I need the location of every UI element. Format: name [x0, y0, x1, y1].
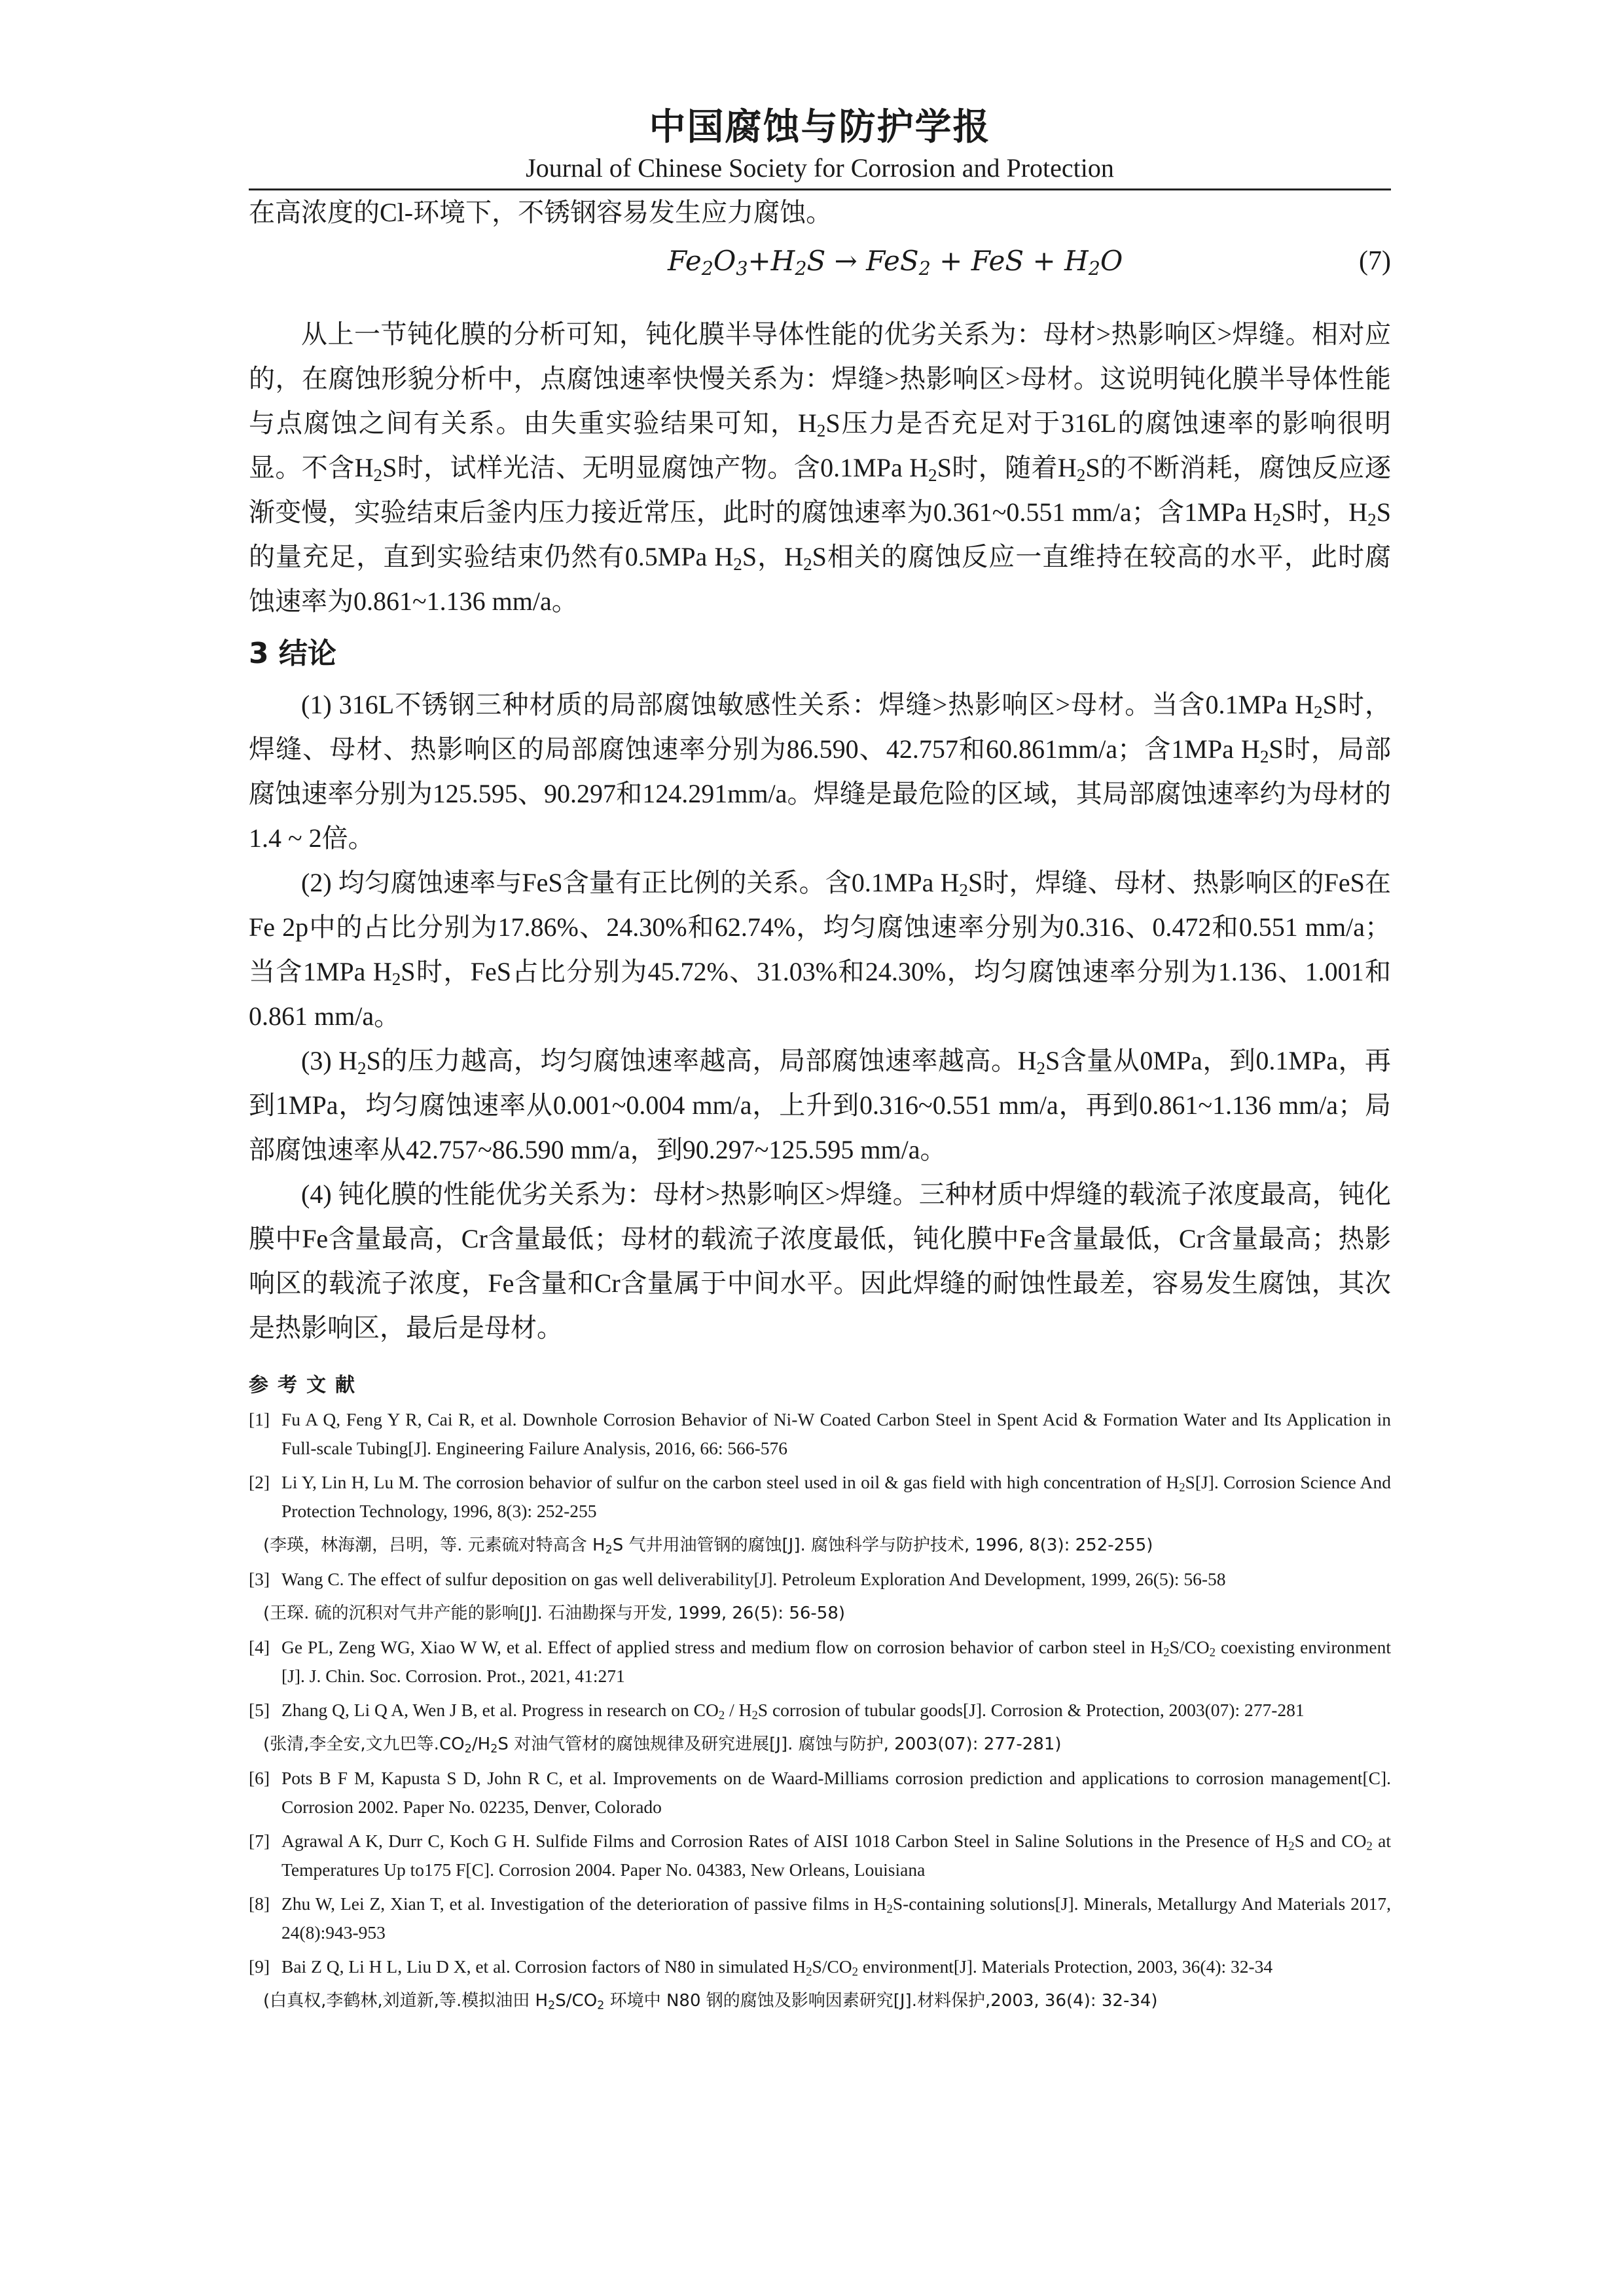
- equation-body: $Fe_2O_3+H_2S \to FeS_2$ + FeS + $H_2O$: [668, 245, 1123, 280]
- equation-number: (7): [1359, 246, 1391, 276]
- reference-item: [6] Pots B F M, Kapusta S D, John R C, et al. Improvements on de Waard-Milliams corrosion prediction and applications to corrosion management[C]. Corrosion 2002. Paper No. 02235, Denver, Colorado: [249, 1768, 1391, 1817]
- intro-line: 在高浓度的Cl-环境下，不锈钢容易发生应力腐蚀。: [249, 198, 833, 227]
- reference-item: [1] Fu A Q, Feng Y R, Cai R, et al. Downhole Corrosion Behavior of Ni-W Coated Carbon Steel in Spent Acid & Formation Water and Its Application in Full-scale Tubing[J]. Engineering Failure Analysis, 2016, 66: 566-576: [249, 1409, 1391, 1458]
- conclusion-1: (1) 316L不锈钢三种材质的局部腐蚀敏感性关系：焊缝>热影响区>母材。当含0.1MPa $H_2S$时，焊缝、母材、热影响区的局部腐蚀速率分别为86.590、42.757和60.861mm/a；含1MPa $H_2S$时，局部腐蚀速率分别为125.595、90.297和124.291mm/a。焊缝是最危险的区域，其局部腐蚀速率约为母材的1.4 ~ 2倍。: [249, 690, 1392, 853]
- page: [249, 105, 1391, 2020]
- reference-item: [8] Zhu W, Lei Z, Xian T, et al. Investigation of the deterioration of passive films in $H_2S$-containing solutions[J]. Minerals, Metallurgy And Materials 2017, 24(8):943-953: [249, 1893, 1391, 1943]
- reference-item: [9] Bai Z Q, Li H L, Liu D X, et al. Corrosion factors of N80 in simulated $H_2S/CO_2$ environment[J]. Materials Protection, 2003, 36(4): 32-34: [249, 1956, 1273, 1979]
- paragraph-passive-film: 从上一节钝化膜的分析可知，钝化膜半导体性能的优劣关系为：母材>热影响区>焊缝。相对应的，在腐蚀形貌分析中，点腐蚀速率快慢关系为：焊缝>热影响区>母材。这说明钝化膜半导体性能与点腐蚀之间有关系。由失重实验结果可知，$H_2S$压力是否充足对于316L的腐蚀速率的影响很明显。不含$H_2S$时，试样光洁、无明显腐蚀产物。含0.1MPa $H_2S$时，随着$H_2S$的不断消耗，腐蚀反应逐渐变慢，实验结束后釜内压力接近常压，此时的腐蚀速率为0.361~0.551 mm/a；含1MPa $H_2S$时，$H_2S$的量充足，直到实验结束仍然有0.5MPa $H_2S$，$H_2S$相关的腐蚀反应一直维持在较高的水平，此时腐蚀速率为0.861~1.136 mm/a。: [249, 319, 1392, 616]
- section-heading-conclusions: 3 结论: [249, 637, 336, 670]
- journal-title-cn: 中国腐蚀与防护学报: [649, 106, 991, 149]
- reference-item: [3] Wang C. The effect of sulfur deposition on gas well deliverability[J]. Petroleum Exploration And Development, 1999, 26(5): 56-58: [249, 1569, 1226, 1589]
- reference-item: [2] Li Y, Lin H, Lu M. The corrosion behavior of sulfur on the carbon steel used in oil & gas field with high concentration of $H_2S[J]$. Corrosion Science And Protection Technology, 1996, 8(3): 252-255: [249, 1472, 1391, 1521]
- reference-translation: (李瑛，林海潮，吕明，等. 元素硫对特高含 $H_2S$ 气井用油管钢的腐蚀[J]. 腐蚀科学与防护技术, 1996, 8(3): 252-255): [263, 1535, 1153, 1557]
- conclusion-2: (2) 均匀腐蚀速率与FeS含量有正比例的关系。含0.1MPa $H_2S$时，焊缝、母材、热影响区的FeS在Fe 2p中的占比分别为17.86%、24.30%和62.74%，均匀腐蚀速率分别为0.316、0.472和0.551 mm/a；当含1MPa $H_2S$时，FeS占比分别为45.72%、31.03%和24.30%，均匀腐蚀速率分别为1.136、1.001和0.861 mm/a。: [249, 868, 1391, 1031]
- conclusion-3: (3) $H_2S$的压力越高，均匀腐蚀速率越高，局部腐蚀速率越高。$H_2S$含量从0MPa，到0.1MPa，再到1MPa，均匀腐蚀速率从0.001~0.004 mm/a，上升到0.316~0.551 mm/a，再到0.861~1.136 mm/a；局部腐蚀速率从42.757~86.590 mm/a，到90.297~125.595 mm/a。: [249, 1046, 1391, 1164]
- equation-7: [249, 235, 1391, 287]
- reference-translation: (张清,李全安,文九巴等$.CO_2/H_2S$ 对油气管材的腐蚀规律及研究进展[J]. 腐蚀与防护, 2003(07): 277-281): [263, 1734, 1062, 1756]
- references-heading: 参考文献: [249, 1374, 364, 1397]
- conclusion-4: (4) 钝化膜的性能优劣关系为：母材>热影响区>焊缝。三种材质中焊缝的载流子浓度最高，钝化膜中Fe含量最高，Cr含量最低；母材的载流子浓度最低，钝化膜中Fe含量最低，Cr含量最高；热影响区的载流子浓度，Fe含量和Cr含量属于中间水平。因此焊缝的耐蚀性最差，容易发生腐蚀，其次是热影响区，最后是母材。: [249, 1179, 1391, 1342]
- journal-title-en: Journal of Chinese Society for Corrosion and Protection: [526, 153, 1114, 183]
- body: [249, 190, 1391, 1350]
- reference-item: [7] Agrawal A K, Durr C, Koch G H. Sulfide Films and Corrosion Rates of AISI 1018 Carbon Steel in Saline Solutions in the Presence of $H_2S$ and $CO_2$ at Temperatures Up to175 F[C]. Corrosion 2004. Paper No. 04383, New Orleans, Louisiana: [249, 1831, 1391, 1880]
- reference-item: [5] Zhang Q, Li Q A, Wen J B, et al. Progress in research on $CO_2 / H_2S$ corrosion of tubular goods[J]. Corrosion & Protection, 2003(07): 277-281: [249, 1700, 1305, 1723]
- reference-item: [4] Ge PL, Zeng WG, Xiao W W, et al. Effect of applied stress and medium flow on corrosion behavior of carbon steel in $H_2S/CO_2$ coexisting environment [J]. J. Chin. Soc. Corrosion. Prot., 2021, 41:271: [249, 1637, 1391, 1686]
- reference-list: [249, 1405, 1391, 2015]
- reference-translation: (王琛. 硫的沉积对气井产能的影响[J]. 石油勘探与开发, 1999, 26(5): 56-58): [263, 1604, 846, 1623]
- reference-translation: (白真权,李鹤林,刘道新,等.模拟油田 $H_2S/CO_2$ 环境中 N80 钢的腐蚀及影响因素研究[J].材料保护,2003, 36(4): 32-34): [263, 1991, 1158, 2013]
